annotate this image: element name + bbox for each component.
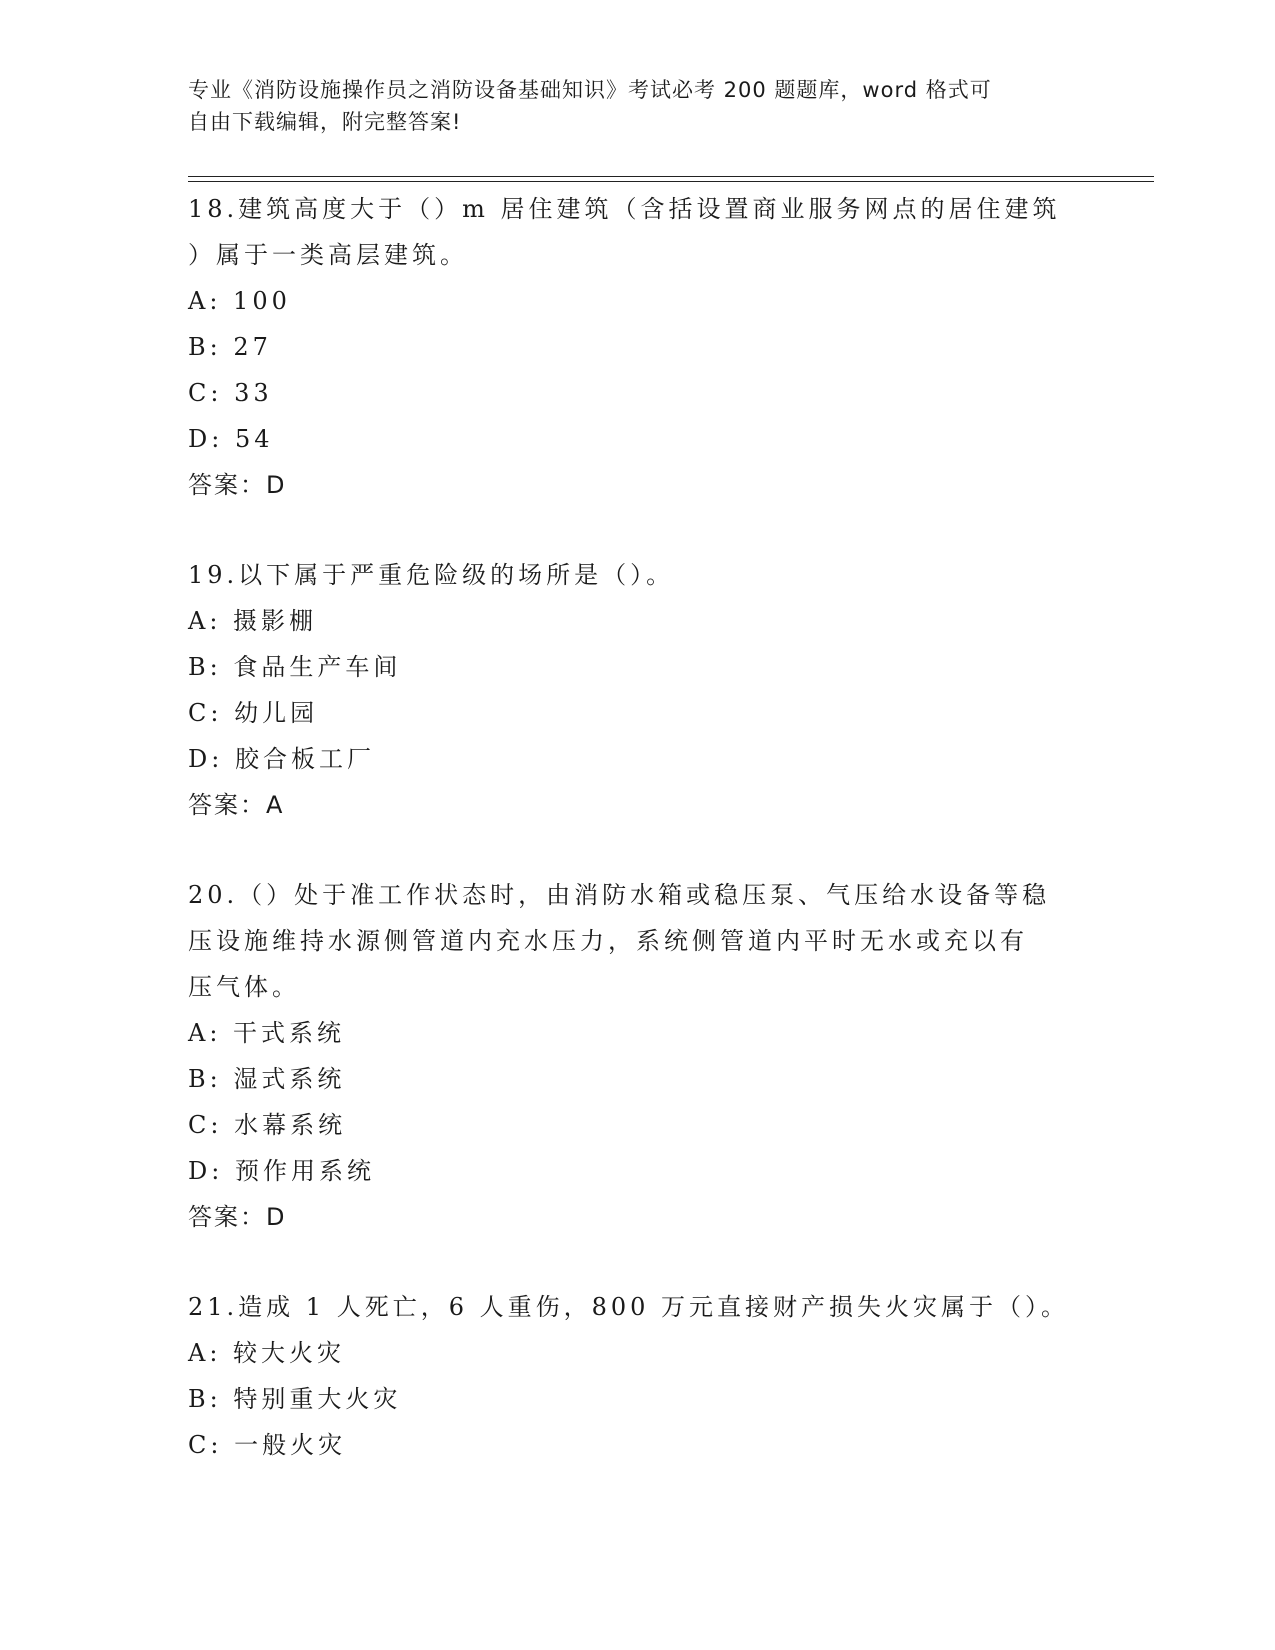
question-stem — [188, 552, 1088, 598]
question-stem — [188, 1284, 1088, 1330]
option-d: D: 54 — [188, 425, 274, 453]
header-line-2: 自由下载编辑，附完整答案! — [188, 110, 462, 134]
question-stem-line: 20.（）处于准工作状态时，由消防水箱或稳压泵、气压给水设备等稳 — [188, 881, 1051, 909]
question-list — [188, 186, 1088, 1512]
question-stem — [188, 872, 1088, 1010]
question-stem-line: 18.建筑高度大于（）m 居住建筑（含括设置商业服务网点的居住建筑 — [188, 195, 1061, 223]
option-c: C: 水幕系统 — [188, 1111, 347, 1139]
option-d: D: 预作用系统 — [188, 1157, 375, 1185]
question-20 — [188, 872, 1088, 1240]
option-c: C: 一般火灾 — [188, 1431, 347, 1459]
option-a: A: 100 — [188, 287, 291, 315]
question-19 — [188, 552, 1088, 828]
option-a: A: 摄影棚 — [188, 607, 318, 635]
answer-label: 答案：A — [188, 791, 285, 819]
question-21 — [188, 1284, 1088, 1468]
question-18 — [188, 186, 1088, 508]
question-stem-line: 压设施维持水源侧管道内充水压力，系统侧管道内平时无水或充以有 — [188, 927, 1028, 955]
header-divider-top — [188, 176, 1154, 177]
header-divider-bottom — [188, 181, 1154, 182]
question-stem-line: 19.以下属于严重危险级的场所是（）。 — [188, 561, 675, 589]
header-line-1: 专业《消防设施操作员之消防设备基础知识》考试必考 200 题题库，word 格式可 — [188, 78, 992, 102]
option-a: A: 较大火灾 — [188, 1339, 346, 1367]
option-c: C: 33 — [188, 379, 273, 407]
option-b: B: 食品生产车间 — [188, 653, 402, 681]
option-b: B: 湿式系统 — [188, 1065, 346, 1093]
option-a: A: 干式系统 — [188, 1019, 346, 1047]
answer-label: 答案：D — [188, 471, 287, 499]
option-b: B: 27 — [188, 333, 272, 361]
question-stem-line: ）属于一类高层建筑。 — [188, 241, 468, 269]
question-stem-line: 压气体。 — [188, 973, 300, 1001]
question-stem-line: 21.造成 1 人死亡，6 人重伤，800 万元直接财产损失火灾属于（）。 — [188, 1293, 1070, 1321]
question-stem — [188, 186, 1088, 278]
option-c: C: 幼儿园 — [188, 699, 319, 727]
option-b: B: 特别重大火灾 — [188, 1385, 402, 1413]
option-d: D: 胶合板工厂 — [188, 745, 375, 773]
document-header — [188, 74, 1068, 138]
answer-label: 答案：D — [188, 1203, 287, 1231]
